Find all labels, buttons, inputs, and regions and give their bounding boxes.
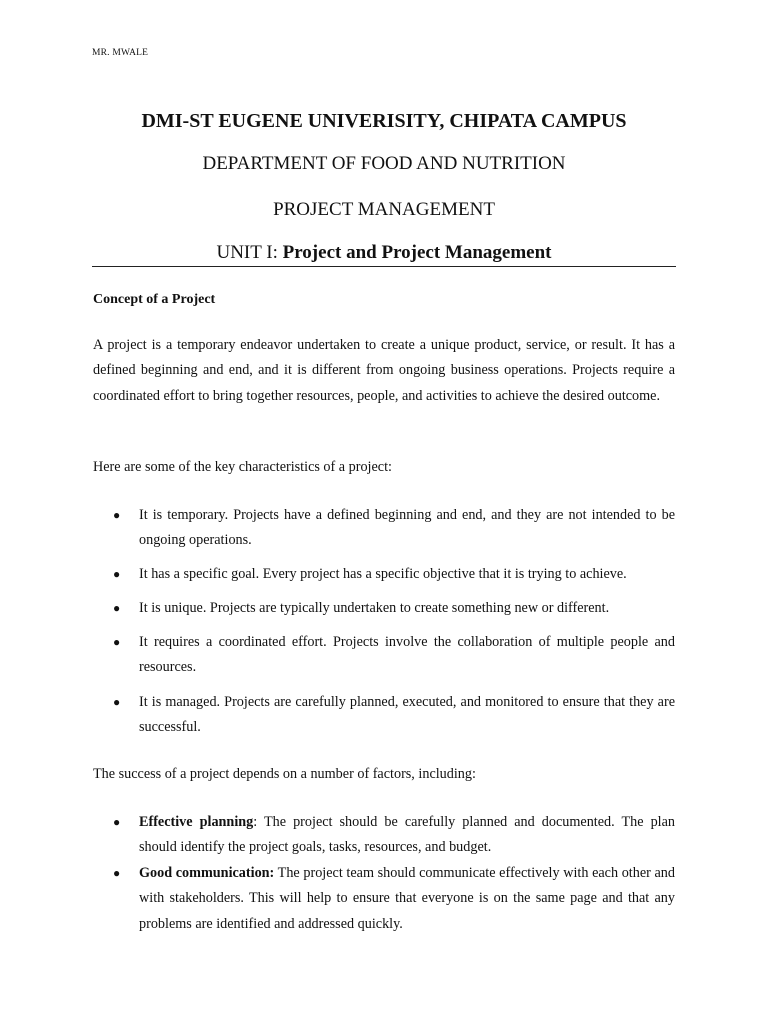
characteristics-lead: Here are some of the key characteristics of a project: [93,459,392,475]
bullet-icon: ● [113,508,121,522]
factor-description: The project team should communicate effectively with each other and with stakeholders. This will help to ensure that everyone is on the same page and that any problems are identified and addressed quickly. [139,865,675,932]
department-title: DEPARTMENT OF FOOD AND NUTRITION [202,153,566,174]
bullet-icon: ● [113,815,121,829]
list-item-text: It is managed. Projects are carefully planned, executed, and monitored to ensure that they are successful. [139,694,675,736]
factor-description: : The project should be carefully planned and documented. The plan should identify the project goals, tasks, resources, and budget. [139,814,675,856]
list-item [93,503,675,554]
unit-name: Project and Project Management [282,242,552,263]
course-title: PROJECT MANAGEMENT [273,199,495,220]
list-item [93,810,675,861]
unit-title [92,242,676,264]
author-name: MR. MWALE [92,48,149,58]
bullet-icon: ● [113,695,121,709]
list-item-text: It is temporary. Projects have a defined beginning and end, and they are not intended to be ongoing operations. [139,507,675,549]
factor-term: Effective planning [139,814,254,830]
list-item-text [139,810,675,861]
list-item [93,596,675,621]
section-heading: Concept of a Project [93,292,216,307]
list-item [93,861,675,937]
list-item-text: It requires a coordinated effort. Projects involve the collaboration of multiple people and resources. [139,634,675,676]
factors-lead: The success of a project depends on a number of factors, including: [93,766,476,782]
title-divider [92,266,676,267]
bullet-icon: ● [113,866,121,880]
unit-prefix: UNIT I: [216,242,283,263]
list-item-text: It has a specific goal. Every project has a specific objective that it is trying to achieve. [139,566,627,582]
list-item-text [139,861,675,937]
list-item [93,562,675,587]
intro-paragraph: A project is a temporary endeavor undertaken to create a unique product, service, or result. It has a defined beginning and end, and it is different from ongoing business operations. Projects require a coordinated effort to bring together resources, people, and activities to achieve the desired outcome. [93,337,675,404]
list-item [93,630,675,681]
university-title: DMI-ST EUGENE UNIVERISITY, CHIPATA CAMPUS [141,110,627,132]
bullet-icon: ● [113,601,121,615]
list-item [93,690,675,741]
bullet-icon: ● [113,635,121,649]
bullet-icon: ● [113,567,121,581]
factor-term: Good communication: [139,865,275,881]
list-item-text: It is unique. Projects are typically undertaken to create something new or different. [139,600,610,616]
